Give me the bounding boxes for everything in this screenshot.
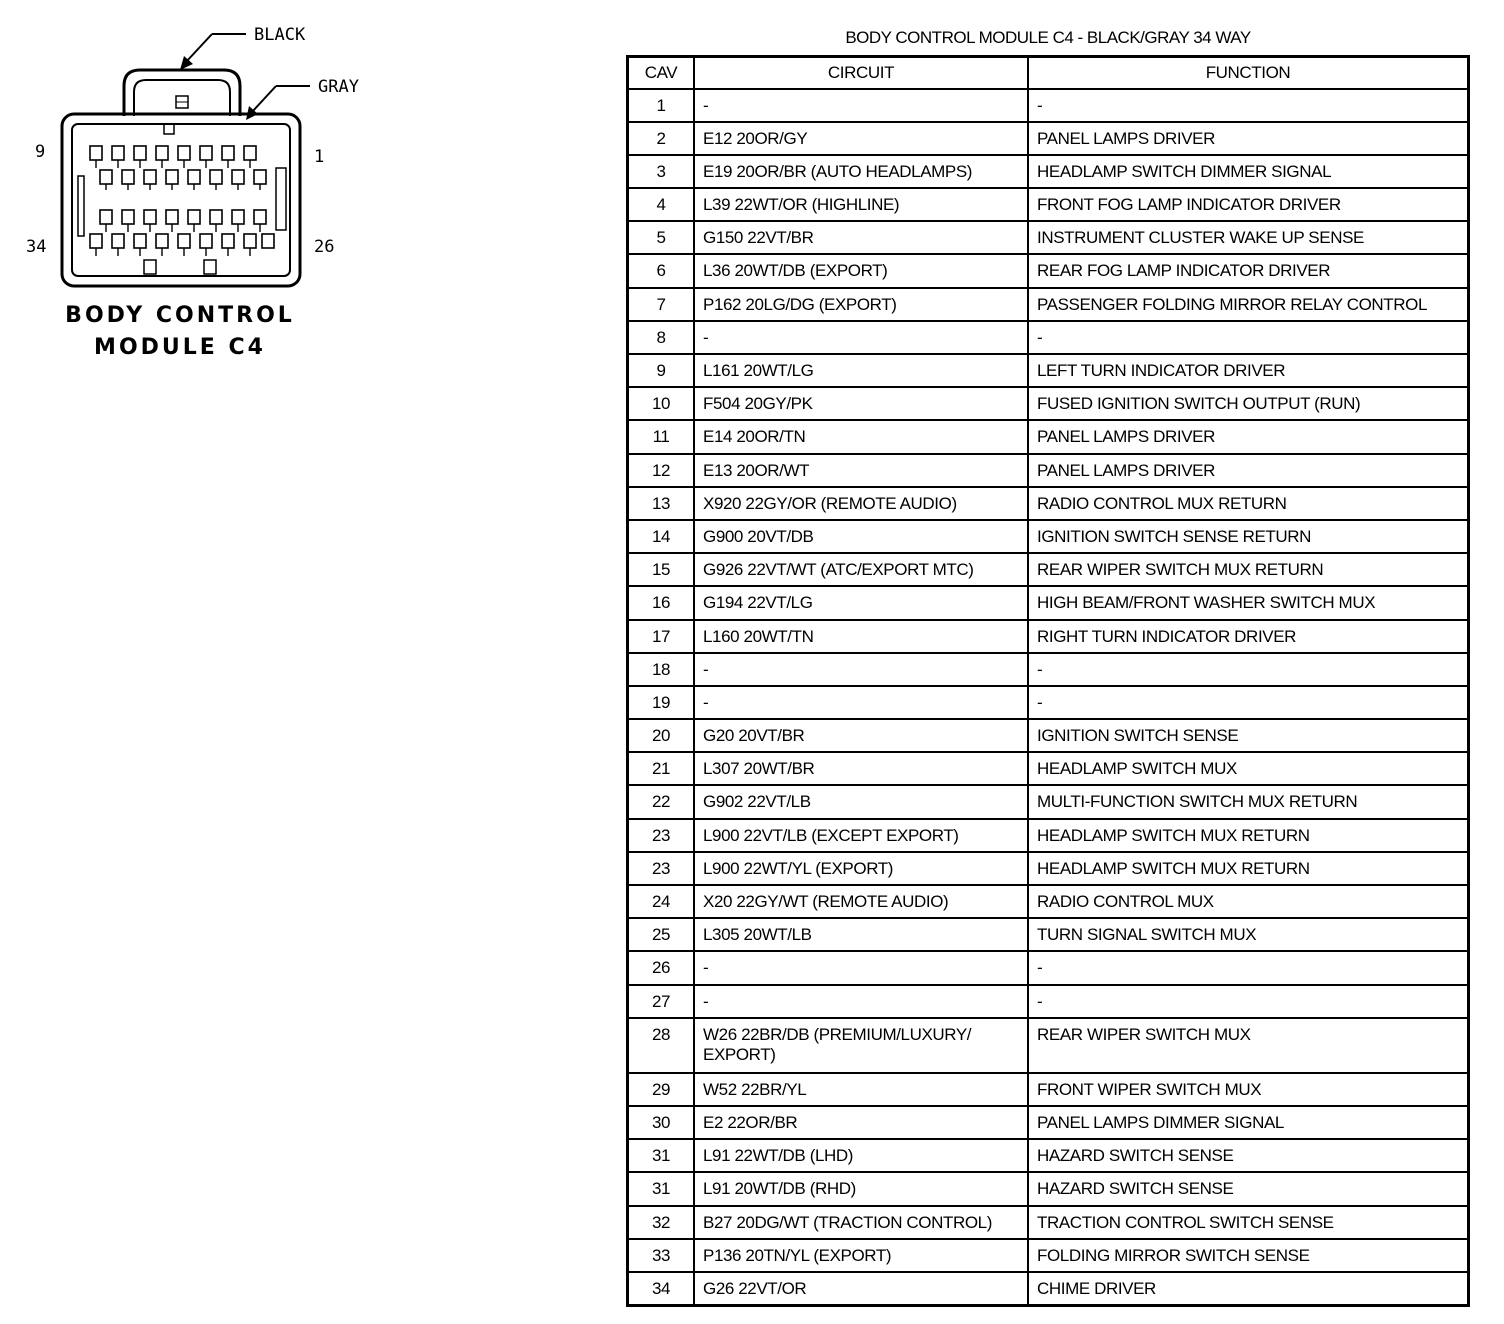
cav-cell: 7: [628, 288, 695, 321]
header-cav: CAV: [628, 57, 695, 89]
cav-cell: 13: [628, 487, 695, 520]
circuit-cell: X920 22GY/OR (REMOTE AUDIO): [694, 487, 1028, 520]
circuit-cell: G194 22VT/LG: [694, 586, 1028, 619]
circuit-cell: G26 22VT/OR: [694, 1272, 1028, 1305]
function-cell: HEADLAMP SWITCH MUX RETURN: [1028, 819, 1469, 852]
table-row: [628, 752, 1469, 785]
circuit-cell: P162 20LG/DG (EXPORT): [694, 288, 1028, 321]
function-cell: TRACTION CONTROL SWITCH SENSE: [1028, 1206, 1469, 1239]
cav-cell: 12: [628, 454, 695, 487]
circuit-cell: X20 22GY/WT (REMOTE AUDIO): [694, 885, 1028, 918]
cav-cell: 24: [628, 885, 695, 918]
function-cell: FUSED IGNITION SWITCH OUTPUT (RUN): [1028, 387, 1469, 420]
function-cell: RIGHT TURN INDICATOR DRIVER: [1028, 620, 1469, 653]
diagram-caption-line1: BODY CONTROL: [65, 303, 295, 328]
circuit-cell: -: [694, 985, 1028, 1018]
cav-cell: 5: [628, 221, 695, 254]
circuit-cell: L305 20WT/LB: [694, 918, 1028, 951]
cav-cell: 3: [628, 155, 695, 188]
cav-cell: 32: [628, 1206, 695, 1239]
circuit-cell: L161 20WT/LG: [694, 354, 1028, 387]
function-cell: LEFT TURN INDICATOR DRIVER: [1028, 354, 1469, 387]
circuit-cell: G900 20VT/DB: [694, 520, 1028, 553]
function-cell: PANEL LAMPS DRIVER: [1028, 122, 1469, 155]
circuit-cell: -: [694, 686, 1028, 719]
cav-cell: 9: [628, 354, 695, 387]
table-row: [628, 1018, 1469, 1073]
function-cell: -: [1028, 321, 1469, 354]
cav-cell: 28: [628, 1018, 695, 1073]
circuit-cell: -: [694, 89, 1028, 122]
function-cell: HAZARD SWITCH SENSE: [1028, 1172, 1469, 1205]
circuit-cell: L160 20WT/TN: [694, 620, 1028, 653]
cav-cell: 18: [628, 653, 695, 686]
table-row: [628, 188, 1469, 221]
cav-cell: 23: [628, 852, 695, 885]
table-row: [628, 122, 1469, 155]
table-row: [628, 1239, 1469, 1272]
table-row: [628, 89, 1469, 122]
table-row: [628, 553, 1469, 586]
cav-cell: 8: [628, 321, 695, 354]
table-title: BODY CONTROL MODULE C4 - BLACK/GRAY 34 WAY: [845, 28, 1251, 47]
circuit-cell: -: [694, 321, 1028, 354]
function-cell: REAR WIPER SWITCH MUX RETURN: [1028, 553, 1469, 586]
cav-cell: 23: [628, 819, 695, 852]
cav-cell: 11: [628, 420, 695, 453]
table-row: [628, 254, 1469, 287]
table-row: [628, 221, 1469, 254]
table-row: [628, 520, 1469, 553]
circuit-cell: G20 20VT/BR: [694, 719, 1028, 752]
cav-cell: 29: [628, 1073, 695, 1106]
table-row: [628, 354, 1469, 387]
function-cell: IGNITION SWITCH SENSE: [1028, 719, 1469, 752]
circuit-cell: L91 22WT/DB (LHD): [694, 1139, 1028, 1172]
cav-cell: 6: [628, 254, 695, 287]
table-body: [628, 89, 1469, 1306]
pin-number-26: 26: [314, 237, 335, 257]
function-cell: PANEL LAMPS DRIVER: [1028, 454, 1469, 487]
table-row: [628, 719, 1469, 752]
circuit-cell: G902 22VT/LB: [694, 785, 1028, 818]
table-row: [628, 918, 1469, 951]
circuit-cell: E12 20OR/GY: [694, 122, 1028, 155]
table-row: [628, 487, 1469, 520]
table-row: [628, 686, 1469, 719]
cav-cell: 21: [628, 752, 695, 785]
cav-cell: 20: [628, 719, 695, 752]
table-row: [628, 1206, 1469, 1239]
circuit-cell: F504 20GY/PK: [694, 387, 1028, 420]
circuit-cell: G926 22VT/WT (ATC/EXPORT MTC): [694, 553, 1028, 586]
function-cell: PANEL LAMPS DRIVER: [1028, 420, 1469, 453]
cav-cell: 34: [628, 1272, 695, 1305]
cav-cell: 33: [628, 1239, 695, 1272]
circuit-cell: P136 20TN/YL (EXPORT): [694, 1239, 1028, 1272]
wire-label-gray: GRAY: [318, 77, 359, 97]
cav-cell: 31: [628, 1139, 695, 1172]
pin-number-1: 1: [314, 147, 325, 167]
circuit-cell: L900 22WT/YL (EXPORT): [694, 852, 1028, 885]
cav-cell: 22: [628, 785, 695, 818]
function-cell: -: [1028, 89, 1469, 122]
cav-cell: 19: [628, 686, 695, 719]
circuit-cell: L900 22VT/LB (EXCEPT EXPORT): [694, 819, 1028, 852]
function-cell: -: [1028, 951, 1469, 984]
function-cell: IGNITION SWITCH SENSE RETURN: [1028, 520, 1469, 553]
cav-cell: 26: [628, 951, 695, 984]
function-cell: HEADLAMP SWITCH DIMMER SIGNAL: [1028, 155, 1469, 188]
table-row: [628, 288, 1469, 321]
header-function: FUNCTION: [1028, 57, 1469, 89]
function-cell: PANEL LAMPS DIMMER SIGNAL: [1028, 1106, 1469, 1139]
header-circuit: CIRCUIT: [694, 57, 1028, 89]
table-row: [628, 155, 1469, 188]
function-cell: HAZARD SWITCH SENSE: [1028, 1139, 1469, 1172]
cav-cell: 16: [628, 586, 695, 619]
circuit-cell: W26 22BR/DB (PREMIUM/LUXURY/ EXPORT): [694, 1018, 1028, 1073]
cav-cell: 17: [628, 620, 695, 653]
table-row: [628, 1106, 1469, 1139]
circuit-cell: E13 20OR/WT: [694, 454, 1028, 487]
circuit-cell: L307 20WT/BR: [694, 752, 1028, 785]
function-cell: HEADLAMP SWITCH MUX: [1028, 752, 1469, 785]
function-cell: TURN SIGNAL SWITCH MUX: [1028, 918, 1469, 951]
function-cell: FOLDING MIRROR SWITCH SENSE: [1028, 1239, 1469, 1272]
table-row: [628, 819, 1469, 852]
pinout-table: [626, 55, 1470, 1307]
circuit-cell: E19 20OR/BR (AUTO HEADLAMPS): [694, 155, 1028, 188]
cav-cell: 30: [628, 1106, 695, 1139]
table-row: [628, 586, 1469, 619]
function-cell: FRONT FOG LAMP INDICATOR DRIVER: [1028, 188, 1469, 221]
table-row: [628, 785, 1469, 818]
table-row: [628, 885, 1469, 918]
circuit-cell: -: [694, 951, 1028, 984]
cav-cell: 2: [628, 122, 695, 155]
circuit-cell: E14 20OR/TN: [694, 420, 1028, 453]
diagram-caption-line2: MODULE C4: [94, 335, 266, 360]
circuit-cell: W52 22BR/YL: [694, 1073, 1028, 1106]
function-cell: REAR WIPER SWITCH MUX: [1028, 1018, 1469, 1073]
function-cell: CHIME DRIVER: [1028, 1272, 1469, 1305]
cav-cell: 4: [628, 188, 695, 221]
function-cell: HIGH BEAM/FRONT WASHER SWITCH MUX: [1028, 586, 1469, 619]
circuit-cell: G150 22VT/BR: [694, 221, 1028, 254]
table-row: [628, 387, 1469, 420]
cav-cell: 27: [628, 985, 695, 1018]
circuit-cell: E2 22OR/BR: [694, 1106, 1028, 1139]
table-row: [628, 985, 1469, 1018]
circuit-cell: L91 20WT/DB (RHD): [694, 1172, 1028, 1205]
circuit-cell: L36 20WT/DB (EXPORT): [694, 254, 1028, 287]
function-cell: HEADLAMP SWITCH MUX RETURN: [1028, 852, 1469, 885]
function-cell: INSTRUMENT CLUSTER WAKE UP SENSE: [1028, 221, 1469, 254]
wire-label-black: BLACK: [254, 25, 306, 45]
table-row: [628, 620, 1469, 653]
cav-cell: 10: [628, 387, 695, 420]
table-row: [628, 454, 1469, 487]
circuit-cell: -: [694, 653, 1028, 686]
function-cell: -: [1028, 653, 1469, 686]
circuit-cell: B27 20DG/WT (TRACTION CONTROL): [694, 1206, 1028, 1239]
function-cell: FRONT WIPER SWITCH MUX: [1028, 1073, 1469, 1106]
function-cell: REAR FOG LAMP INDICATOR DRIVER: [1028, 254, 1469, 287]
table-row: [628, 852, 1469, 885]
table-row: [628, 951, 1469, 984]
function-cell: PASSENGER FOLDING MIRROR RELAY CONTROL: [1028, 288, 1469, 321]
function-cell: RADIO CONTROL MUX RETURN: [1028, 487, 1469, 520]
table-row: [628, 420, 1469, 453]
table-row: [628, 1172, 1469, 1205]
circuit-cell: L39 22WT/OR (HIGHLINE): [694, 188, 1028, 221]
function-cell: -: [1028, 985, 1469, 1018]
pin-number-34: 34: [26, 237, 47, 257]
cav-cell: 31: [628, 1172, 695, 1205]
table-header-row: [628, 57, 1469, 89]
table-row: [628, 1272, 1469, 1305]
table-row: [628, 653, 1469, 686]
table-row: [628, 321, 1469, 354]
cav-cell: 1: [628, 89, 695, 122]
table-row: [628, 1073, 1469, 1106]
function-cell: MULTI-FUNCTION SWITCH MUX RETURN: [1028, 785, 1469, 818]
function-cell: -: [1028, 686, 1469, 719]
function-cell: RADIO CONTROL MUX: [1028, 885, 1469, 918]
table-row: [628, 1139, 1469, 1172]
cav-cell: 14: [628, 520, 695, 553]
cav-cell: 15: [628, 553, 695, 586]
pin-number-9: 9: [35, 142, 46, 162]
cav-cell: 25: [628, 918, 695, 951]
